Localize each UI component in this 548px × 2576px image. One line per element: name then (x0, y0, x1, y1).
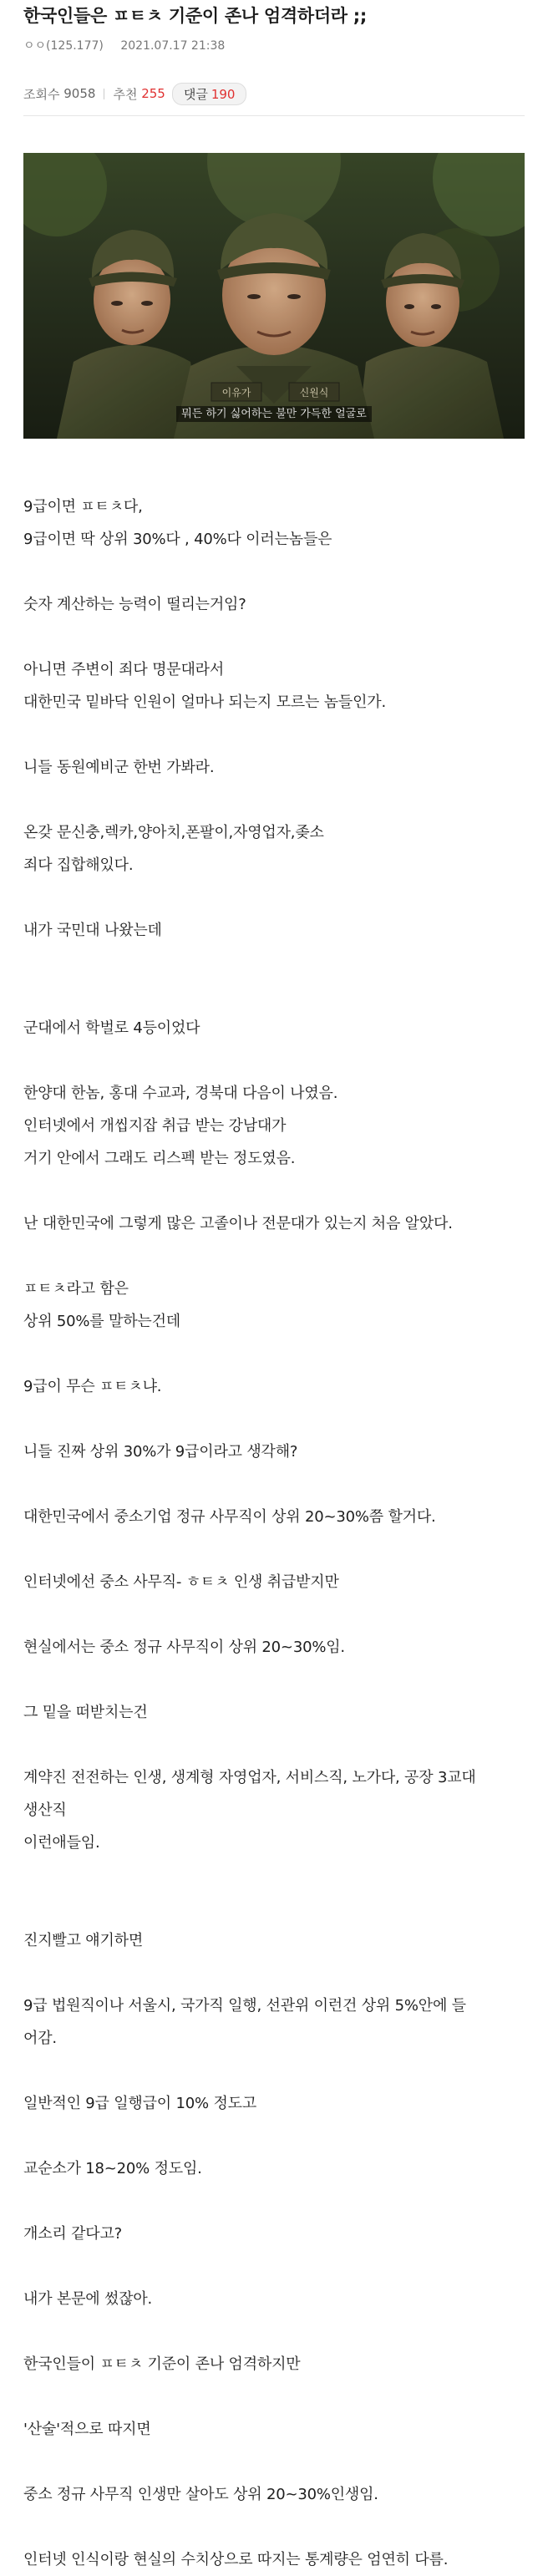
caption-text: 뭐든 하기 싫어하는 불만 가득한 얼굴로 (176, 406, 372, 422)
body-line: 중소 정규 사무직 인생만 살아도 상위 20~30%인생임. (23, 2486, 378, 2503)
post-body (23, 490, 525, 2576)
body-line: 아니면 주변이 죄다 명문대라서 (23, 661, 225, 678)
body-line: 거기 안에서 그래도 리스펙 받는 정도였음. (23, 1150, 296, 1167)
post-title: 한국인들은 ㅍㅌㅊ 기준이 존나 엄격하더라 ;; (23, 6, 367, 26)
body-line: 대한민국 밑바닥 인원이 얼마나 되는지 모르는 놈들인가. (23, 694, 386, 711)
image-caption (23, 404, 525, 420)
comments-button[interactable] (172, 83, 247, 105)
author-name[interactable]: ㅇㅇ(125.177) (23, 39, 104, 53)
divider (23, 115, 525, 116)
name-tag-right: 신원식 (299, 387, 329, 399)
body-line: 현실에서는 중소 정규 사무직이 상위 20~30%임. (23, 1639, 345, 1656)
post-stats (23, 82, 525, 105)
body-line: 어감. (23, 2030, 57, 2047)
body-line: 내가 본문에 썼잖아. (23, 2290, 153, 2308)
body-line: ㅍㅌㅊ라고 함은 (23, 1280, 129, 1298)
body-line: 인터넷에선 중소 사무직- ㅎㅌㅊ 인생 취급받지만 (23, 1573, 339, 1591)
name-tag-left: 이유가 (221, 387, 251, 399)
comments-count: 190 (211, 86, 236, 102)
recommend-label: 추천 (113, 86, 138, 102)
body-line: 9급이면 ㅍㅌㅊ다, (23, 498, 143, 516)
body-line: 온갖 문신충,렉카,양아치,폰팔이,자영업자,좆소 (23, 824, 324, 841)
body-line: 생산직 (23, 1801, 67, 1819)
body-line: 이런애들임. (23, 1834, 100, 1852)
soldiers-photo (23, 153, 525, 439)
body-line: 인터넷에서 개씹지잡 취급 받는 강남대가 (23, 1117, 287, 1135)
comments-label: 댓글 (183, 86, 208, 102)
body-line: 한양대 한놈, 홍대 수교과, 경북대 다음이 나였음. (23, 1085, 338, 1102)
views-label: 조회수 (23, 86, 60, 102)
body-line: 죄다 집합해있다. (23, 856, 134, 874)
body-line: 일반적인 9급 일행급이 10% 정도고 (23, 2095, 257, 2112)
recommend-count: 255 (141, 86, 165, 101)
post-date: 2021.07.17 21:38 (120, 39, 226, 53)
body-line: 니들 동원예비군 한번 가봐라. (23, 759, 215, 776)
post-image (23, 153, 525, 439)
body-line: 난 대한민국에 그렇게 많은 고졸이나 전문대가 있는지 처음 알았다. (23, 1215, 453, 1232)
body-line: 교순소가 18~20% 정도임. (23, 2160, 202, 2177)
body-line: '산술'적으로 따지면 (23, 2421, 151, 2438)
body-line: 군대에서 학벌로 4등이었다 (23, 1019, 200, 1037)
body-line: 한국인들이 ㅍㅌㅊ 기준이 존나 엄격하지만 (23, 2355, 301, 2373)
body-line: 내가 국민대 나왔는데 (23, 922, 162, 939)
body-line: 계약진 전전하는 인생, 생계형 자영업자, 서비스직, 노가다, 공장 3교대 (23, 1769, 476, 1786)
body-line: 9급이면 딱 상위 30%다 , 40%다 이러는놈들은 (23, 531, 332, 548)
body-line: 숫자 계산하는 능력이 떨리는거임? (23, 596, 246, 613)
body-line: 9급이 무슨 ㅍㅌㅊ냐. (23, 1378, 162, 1395)
views-count: 9058 (63, 86, 96, 101)
body-line: 진지빨고 얘기하면 (23, 1932, 144, 1949)
post-meta (23, 35, 525, 57)
body-line: 9급 법원직이나 서울시, 국가직 일행, 선관위 이런건 상위 5%안에 들 (23, 1997, 466, 2015)
body-line: 인터넷 인식이랑 현실의 수치상으로 따지는 통계량은 엄연히 다름. (23, 2551, 449, 2568)
body-line: 그 밑을 떠받치는건 (23, 1704, 148, 1721)
body-line: 상위 50%를 말하는건데 (23, 1313, 180, 1330)
body-line: 니들 진짜 상위 30%가 9급이라고 생각해? (23, 1443, 298, 1461)
body-line: 개소리 같다고? (23, 2225, 123, 2243)
body-line: 대한민국에서 중소기업 정규 사무직이 상위 20~30%쯤 할거다. (23, 1508, 436, 1526)
